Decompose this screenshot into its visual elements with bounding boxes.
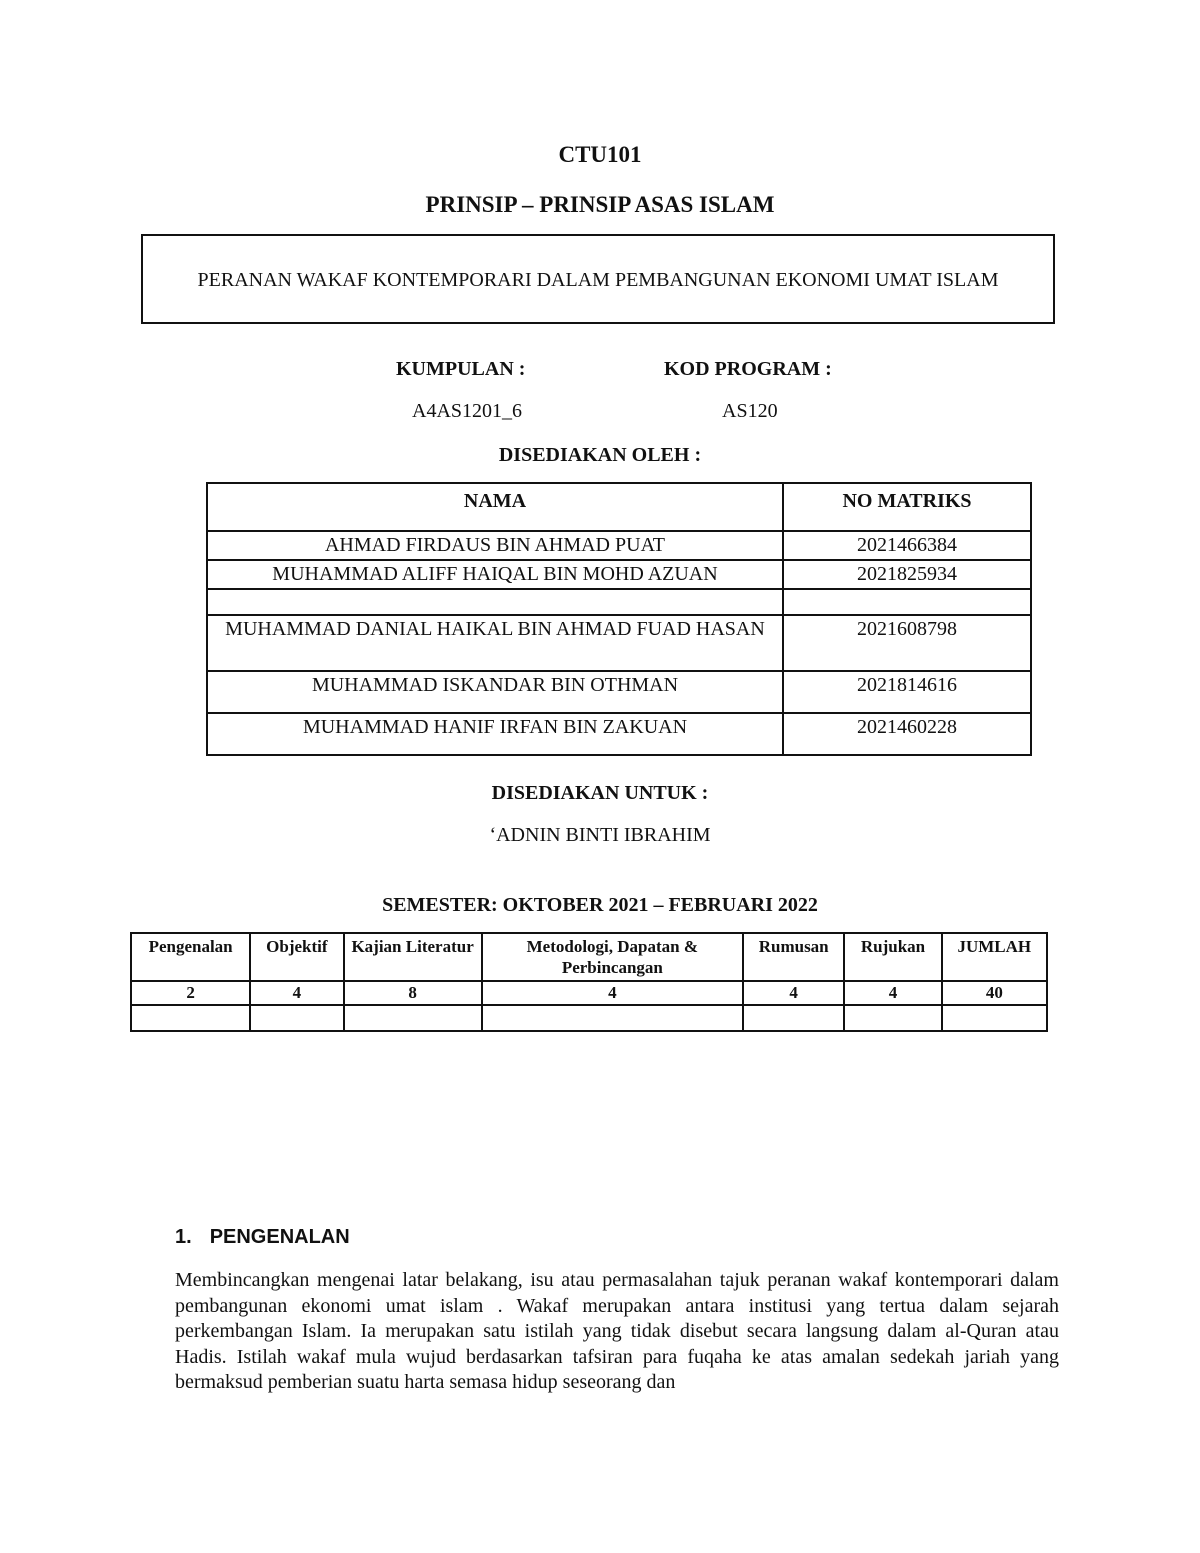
- title-box: [141, 234, 1055, 324]
- column-header-pengenalan: Pengenalan: [131, 933, 250, 981]
- mark-value: 4: [482, 981, 743, 1005]
- program-code-label: KOD PROGRAM :: [664, 358, 832, 380]
- table-row: [207, 589, 1031, 615]
- column-header-objektif: Objektif: [250, 933, 343, 981]
- mark-value: 40: [942, 981, 1047, 1005]
- lecturer-name: ‘ADNIN BINTI IBRAHIM: [489, 824, 711, 846]
- table-row: [207, 615, 1031, 671]
- mark-value: 8: [344, 981, 482, 1005]
- table-row: [207, 671, 1031, 713]
- marks-header-row: [131, 933, 1047, 981]
- section-heading: [175, 1226, 350, 1249]
- marks-score-row: [131, 1005, 1047, 1031]
- group-label: KUMPULAN :: [396, 358, 526, 380]
- member-name: [207, 589, 783, 615]
- program-code-value: AS120: [722, 400, 778, 422]
- assignment-title: PERANAN WAKAF KONTEMPORARI DALAM PEMBANGUNAN EKONOMI UMAT ISLAM: [197, 269, 999, 291]
- score-cell: [344, 1005, 482, 1031]
- member-matric: [783, 589, 1031, 615]
- member-name: MUHAMMAD ISKANDAR BIN OTHMAN: [207, 671, 783, 713]
- column-header-kajian-literatur: Kajian Literatur: [344, 933, 482, 981]
- section-number: 1.: [175, 1226, 192, 1248]
- score-cell: [131, 1005, 250, 1031]
- member-matric: 2021460228: [783, 713, 1031, 755]
- member-matric: 2021814616: [783, 671, 1031, 713]
- table-row: [207, 713, 1031, 755]
- score-cell: [250, 1005, 343, 1031]
- column-header-jumlah: JUMLAH: [942, 933, 1047, 981]
- table-row: [207, 560, 1031, 589]
- section-title: PENGENALAN: [209, 1226, 350, 1248]
- column-header-rujukan: Rujukan: [844, 933, 941, 981]
- member-name: AHMAD FIRDAUS BIN AHMAD PUAT: [207, 531, 783, 560]
- prepared-by-label: DISEDIAKAN OLEH :: [498, 444, 702, 466]
- course-code: CTU101: [558, 142, 642, 167]
- members-table: [206, 482, 1032, 756]
- prepared-for-label: DISEDIAKAN UNTUK :: [491, 782, 709, 804]
- marks-table: [130, 932, 1048, 1032]
- column-header-matric: NO MATRIKS: [783, 483, 1031, 531]
- column-header-name: NAMA: [207, 483, 783, 531]
- column-header-rumusan: Rumusan: [743, 933, 844, 981]
- mark-value: 2: [131, 981, 250, 1005]
- member-matric: 2021466384: [783, 531, 1031, 560]
- member-name: MUHAMMAD DANIAL HAIKAL BIN AHMAD FUAD HASAN: [207, 615, 783, 671]
- member-matric: 2021825934: [783, 560, 1031, 589]
- member-name: MUHAMMAD HANIF IRFAN BIN ZAKUAN: [207, 713, 783, 755]
- marks-values-row: [131, 981, 1047, 1005]
- member-name: MUHAMMAD ALIFF HAIQAL BIN MOHD AZUAN: [207, 560, 783, 589]
- score-cell: [743, 1005, 844, 1031]
- group-value: A4AS1201_6: [412, 400, 523, 422]
- intro-paragraph: Membincangkan mengenai latar belakang, isu atau permasalahan tajuk peranan wakaf kontemporari dalam pembangunan ekonomi umat islam . Wakaf merupakan antara institusi yang tertua dalam sejarah perkembangan Islam. Ia merupakan satu istilah yang tidak disebut secara langsung dalam al-Quran atau Hadis. Istilah wakaf mula wujud berdasarkan tafsiran para fuqaha ke atas amalan sedekah jariah yang bermaksud pemberian suatu harta semasa hidup seseorang dan: [175, 1269, 1059, 1393]
- mark-value: 4: [250, 981, 343, 1005]
- score-cell: [482, 1005, 743, 1031]
- course-name: PRINSIP – PRINSIP ASAS ISLAM: [425, 192, 775, 217]
- table-row: [207, 531, 1031, 560]
- column-header-metodologi: Metodologi, Dapatan & Perbincangan: [482, 933, 743, 981]
- score-cell: [942, 1005, 1047, 1031]
- score-cell: [844, 1005, 941, 1031]
- semester-line: SEMESTER: OKTOBER 2021 – FEBRUARI 2022: [382, 894, 818, 916]
- members-header-row: [207, 483, 1031, 531]
- mark-value: 4: [844, 981, 941, 1005]
- member-matric: 2021608798: [783, 615, 1031, 671]
- mark-value: 4: [743, 981, 844, 1005]
